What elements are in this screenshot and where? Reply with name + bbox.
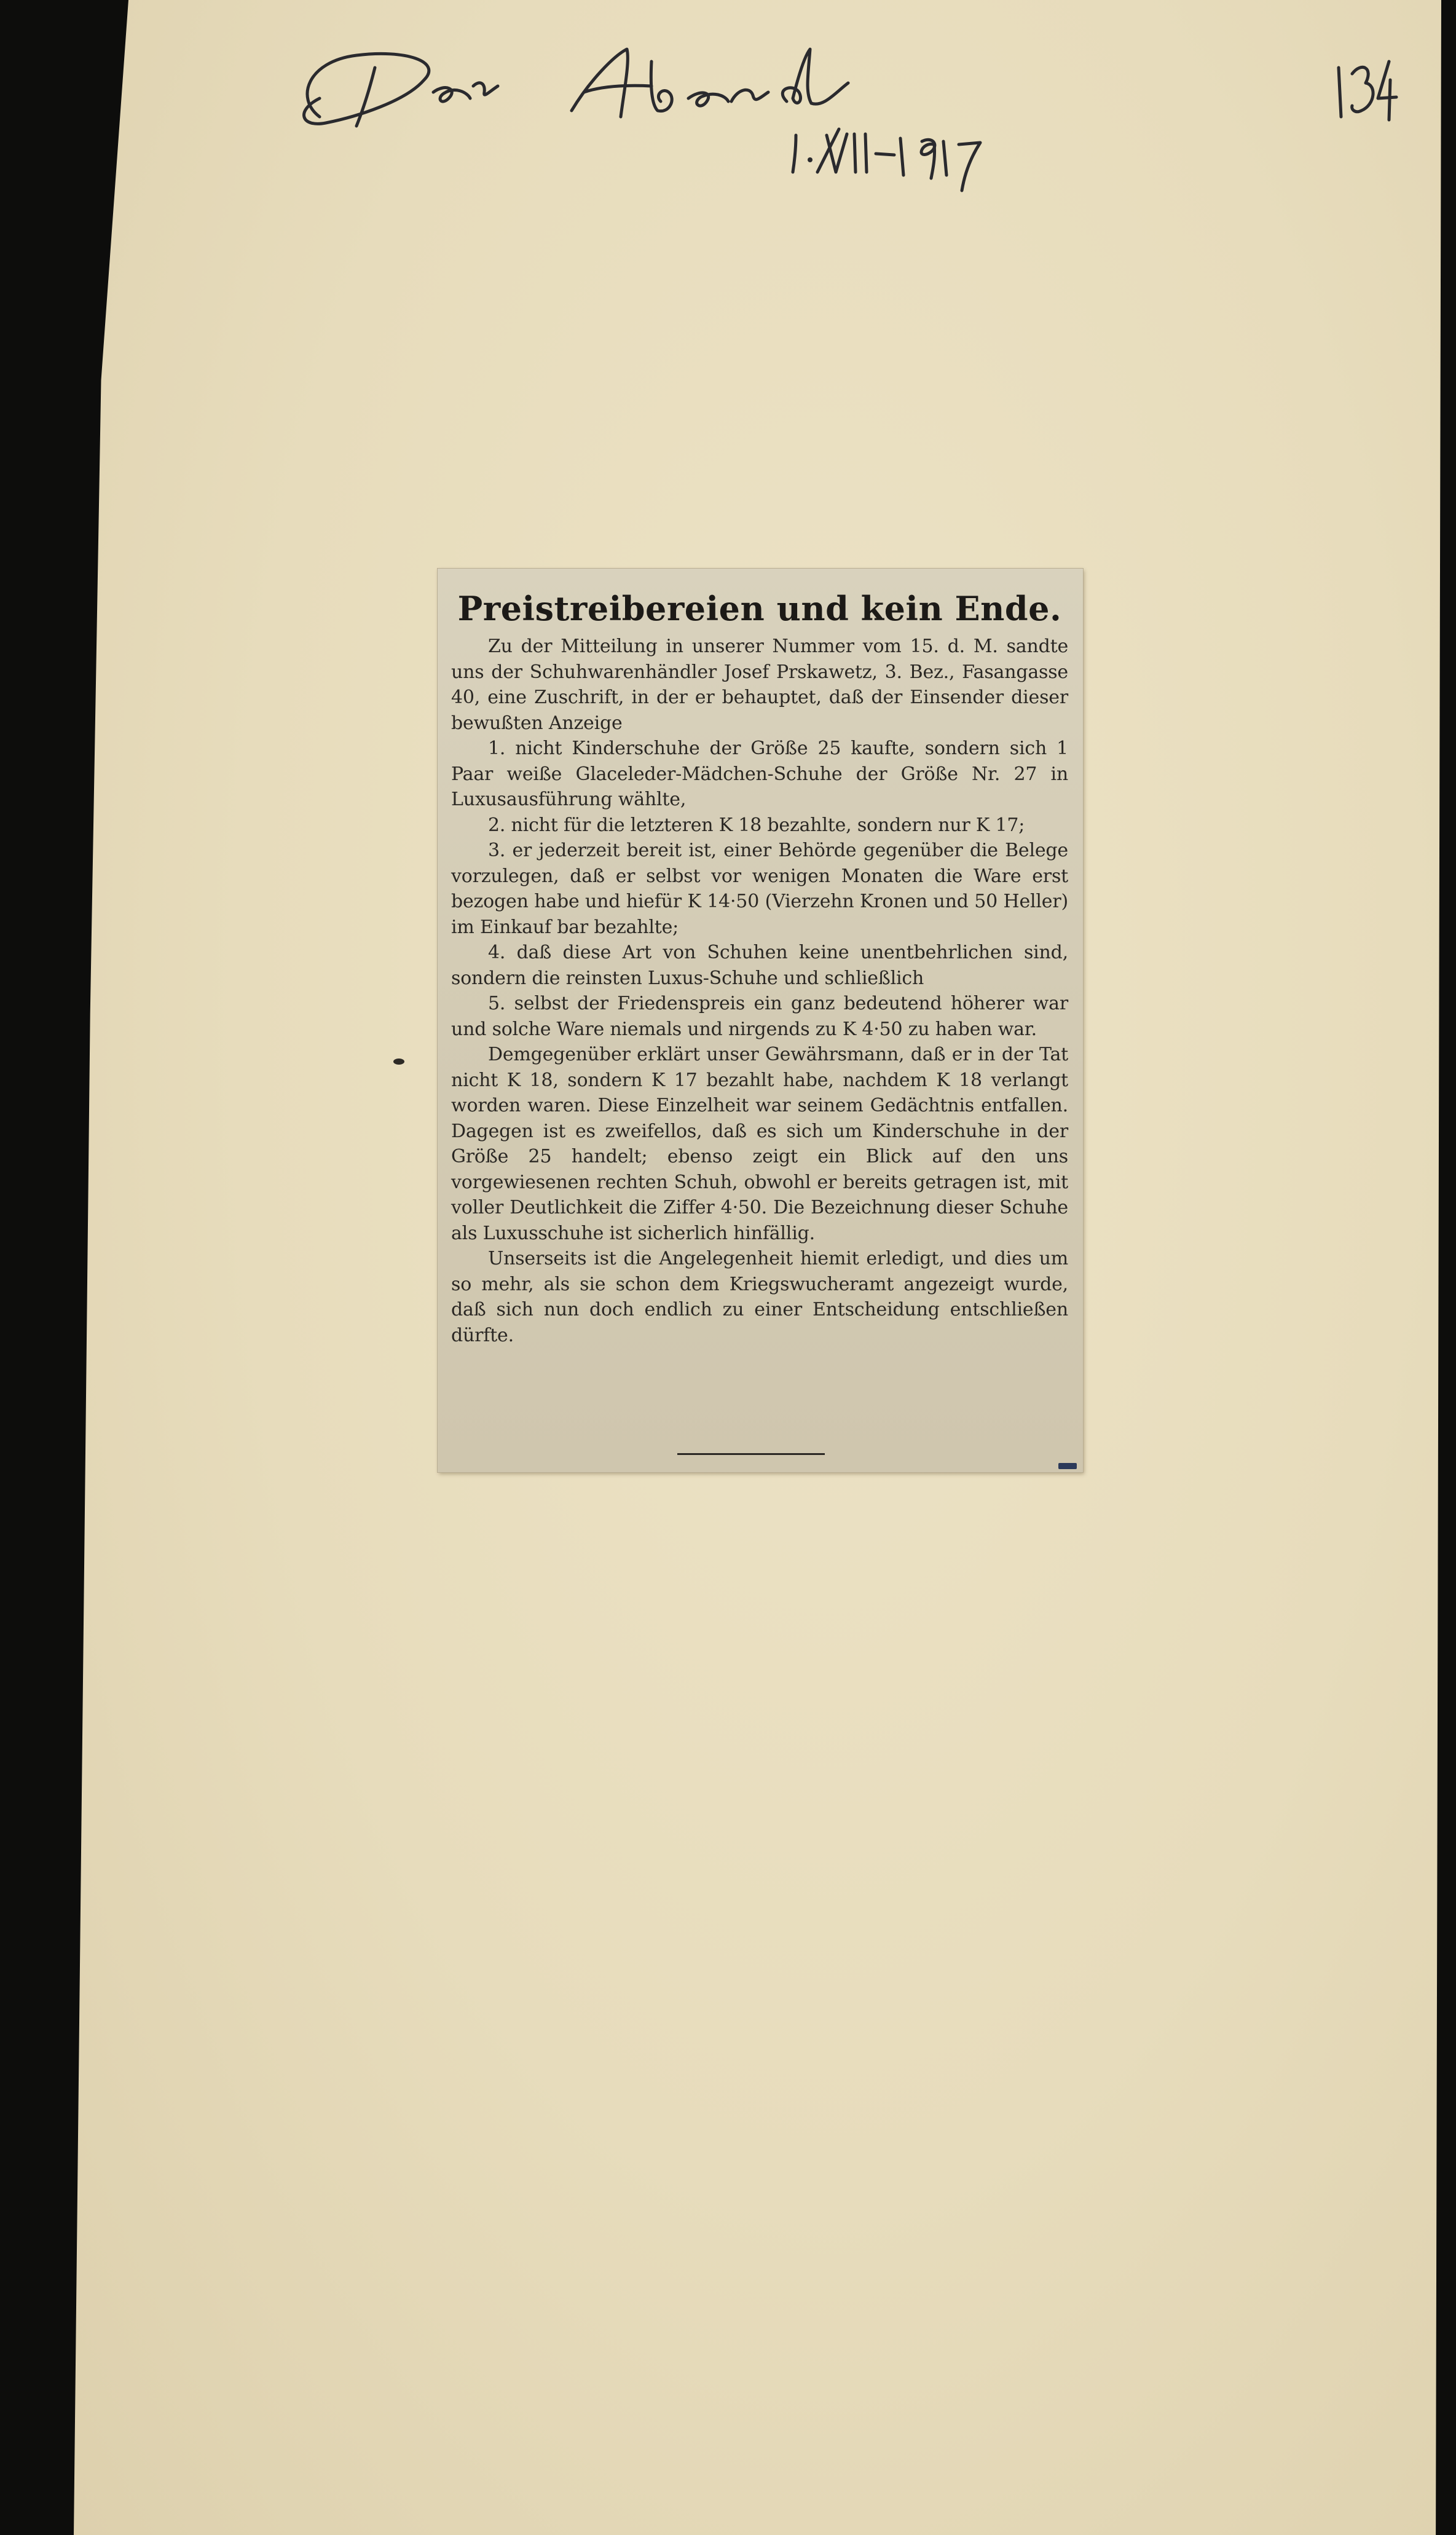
folio-number-drawing (1328, 55, 1401, 129)
paper-blemish (393, 1059, 404, 1065)
article-paragraph: 5. selbst der Friedenspreis ein ganz bedeutend höherer war und solche Ware niemals und nirgends zu K 4·50 zu haben war. (451, 993, 1068, 1040)
article-paragraph: 1. nicht Kinderschuhe der Größe 25 kaufte, sondern sich 1 Paar weiße Glaceleder-Mädchen-Schuhe der Größe Nr. 27 in Luxusausführung wählte, (451, 738, 1068, 810)
article-paragraph: Zu der Mitteilung in unserer Nummer vom 15. d. M. sandte uns der Schuhwarenhändler Josef Prskawetz, 3. Bez., Fasangasse 40, eine Zuschrift, in der er behauptet, daß der Einsender dieser bewußten Anzeige (451, 636, 1068, 734)
ink-mark (1058, 1463, 1077, 1469)
article-paragraph: Demgegenüber erklärt unser Gewährsmann, daß er in der Tat nicht K 18, sondern K 17 bezahlt habe, nachdem K 18 verlangt worden waren. Diese Einzelheit war seinem Gedächtnis entfallen. Dagegen ist es zweifellos, daß es sich um Kinderschuhe in der Größe 25 handelt; ebenso zeigt ein Blick auf den uns vorgewiesenen rechten Schuh, obwohl er bereits getragen ist, mit voller Deutlichkeit die Ziffer 4·50. Die Bezeichnung dieser Schuhe als Luxusschuhe ist sicherlich hinfällig. (451, 1044, 1068, 1244)
handwritten-annotation (283, 25, 1051, 184)
folio-number (1328, 55, 1401, 129)
handwriting-der-abend-drawing (283, 25, 1051, 184)
article-paragraph: 2. nicht für die letzteren K 18 bezahlte, sondern nur K 17; (488, 814, 1025, 836)
article-paragraph: Unserseits ist die Angelegenheit hiemit erledigt, und dies um so mehr, als sie schon dem Kriegswucheramt angezeigt wurde, daß sich nun doch endlich zu einer Entscheidung entschließen dürfte. (451, 1248, 1068, 1346)
newspaper-clipping (438, 569, 1083, 1472)
article-headline: Preistreibereien und kein Ende. (457, 589, 1062, 628)
article-paragraph: 3. er jederzeit bereit ist, einer Behörde gegenüber die Belege vorzulegen, daß er selbst vor wenigen Monaten die Ware erst bezogen habe und hiefür K 14·50 (Vierzehn Kronen und 50 Heller) im Einkauf bar bezahlte; (451, 840, 1068, 938)
article-paragraph: 4. daß diese Art von Schuhen keine unentbehrlichen sind, sondern die reinsten Luxus-Schuhe und schließlich (451, 942, 1068, 989)
article-end-rule (677, 1453, 825, 1455)
